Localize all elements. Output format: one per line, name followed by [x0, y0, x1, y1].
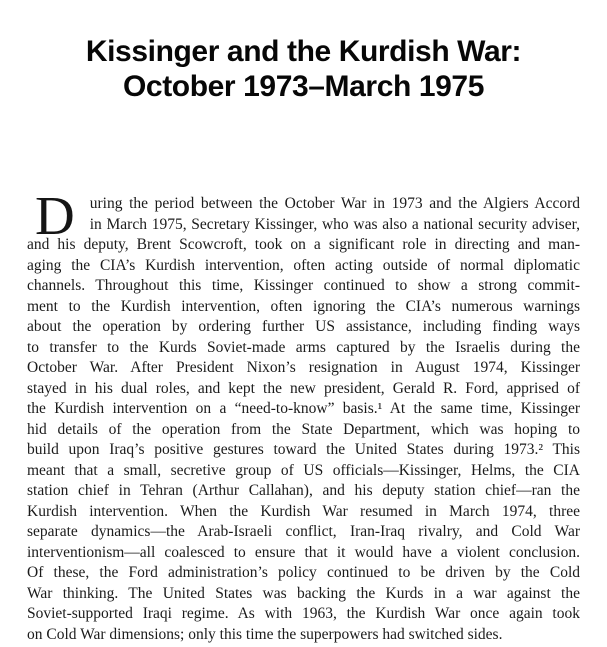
text-line: hid details of the operation from the State Department, which was hoping to [27, 420, 580, 438]
page-title-line2: October 1973–March 1975 [122, 70, 484, 103]
text-line: build upon Iraq’s positive gestures toward the United States during 1973.² This [27, 441, 580, 458]
text-line: ment to the Kurdish intervention, often ignoring the CIA’s numerous warnings [27, 297, 580, 315]
drop-cap: D [35, 185, 75, 246]
text-line: separate dynamics—the Arab-Israeli conflict, Iran-Iraq rivalry, and Cold War [27, 523, 580, 540]
text-line: Of these, the Ford administration’s policy continued to be driven by the Cold [27, 564, 580, 581]
text-line: October War. After President Nixon’s resignation in August 1974, Kissinger [27, 359, 580, 376]
text-line: War thinking. The United States was backing the Kurds in a war against the [27, 584, 580, 602]
text-line: stayed in his dual roles, and kept the new president, Gerald R. Ford, apprised of [27, 379, 580, 397]
page-title [27, 34, 580, 104]
text-line: about the operation by ordering further US assistance, including finding ways [27, 318, 580, 335]
text-line: channels. Throughout this time, Kissinger continued to show a strong commit- [27, 277, 580, 294]
text-line: and his deputy, Brent Scowcroft, took on a significant role in directing and man- [27, 236, 580, 253]
text-line: Kurdish intervention. When the Kurdish War resumed in March 1974, three [27, 502, 580, 520]
text-line: to transfer to the Kurds Soviet-made arms captured by the Israelis during the [27, 338, 580, 356]
text-line: on Cold War dimensions; only this time the superpowers had switched sides. [27, 625, 503, 643]
text-line: the Kurdish intervention on a “need-to-know” basis.¹ At the same time, Kissinger [27, 400, 580, 417]
text-line: Soviet-supported Iraqi regime. As with 1963, the Kurdish War once again took [27, 605, 580, 622]
text-line: uring the period between the October War in 1973 and the Algiers Accord [89, 195, 580, 212]
page-title-line1: Kissinger and the Kurdish War: [85, 35, 522, 68]
text-line: in March 1975, Secretary Kissinger, who was also a national security adviser, [89, 215, 580, 233]
article-body [27, 185, 580, 645]
text-line: station chief in Tehran (Arthur Callahan), and his deputy station chief—ran the [27, 482, 580, 499]
text-line: meant that a small, secretive group of US officials—Kissinger, Helms, the CIA [27, 461, 580, 479]
text-line: interventionism—all coalesced to ensure that it would have a violent conclusion. [27, 543, 580, 561]
text-line: aging the CIA’s Kurdish intervention, often acting outside of normal diplomatic [27, 256, 580, 274]
